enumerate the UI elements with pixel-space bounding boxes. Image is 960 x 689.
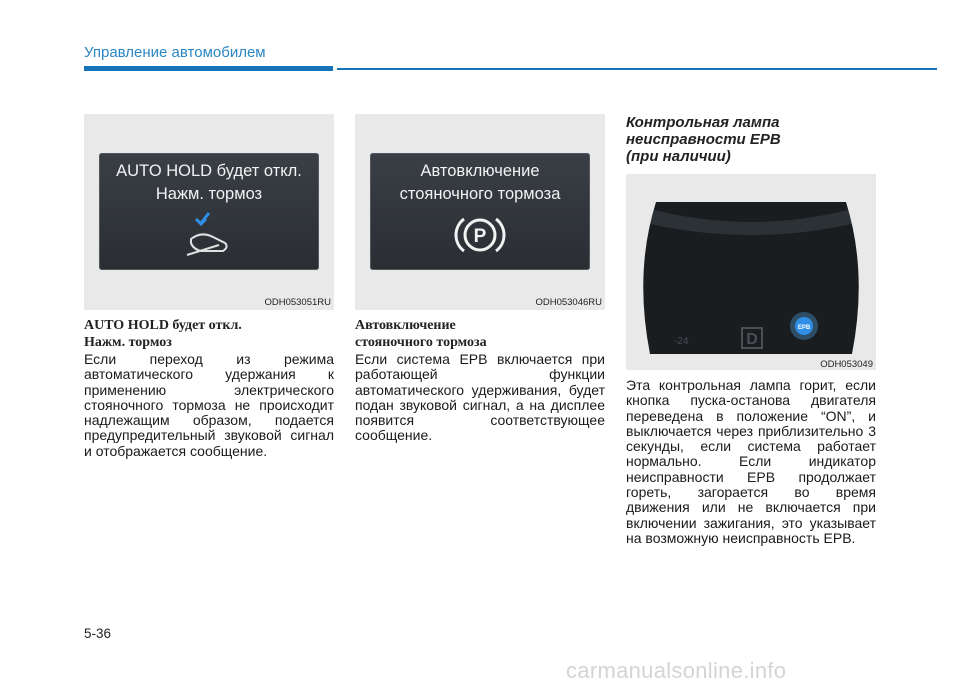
section-header-title: Управление автомобилем	[84, 44, 266, 61]
caption-title-line: AUTO HOLD будет откл.	[84, 318, 242, 333]
screen-message-line2: стояночного тормоза	[399, 185, 561, 203]
section-heading-epb-lamp	[626, 114, 886, 165]
heading-line: Контрольная лампа	[626, 114, 780, 131]
caption-title-line: Автовключение	[355, 318, 456, 333]
caption-title-auto-parking-brake	[355, 317, 605, 351]
screen-message-line1: AUTO HOLD будет откл.	[116, 162, 302, 180]
figure-epb-warning-lamp	[626, 174, 876, 370]
caption-title-auto-hold	[84, 317, 334, 351]
parking-brake-icon	[454, 211, 506, 259]
figure-code: ODH053049	[820, 359, 873, 370]
screen-message-line1: Автовключение	[420, 162, 540, 180]
foot-brake-pedal-icon	[179, 209, 239, 261]
caption-title-line: стояночного тормоза	[355, 335, 487, 350]
figure-code: ODH053051RU	[264, 297, 331, 308]
header-rule-thin	[337, 68, 937, 70]
screen-message-line2: Нажм. тормоз	[155, 185, 263, 203]
outside-temp: -24	[674, 336, 689, 347]
caption-title-line: Нажм. тормоз	[84, 335, 172, 350]
body-paragraph: Если система EPB включается при работающей функции автоматического удерживания, будет подан звуковой сигнал, а на дисплее появится соответствующее сообщение.	[355, 351, 605, 444]
cluster-screen	[370, 153, 590, 270]
svg-text:P: P	[473, 226, 487, 247]
epb-warning-icon: EPB	[797, 325, 811, 331]
figure-auto-hold	[84, 114, 334, 310]
heading-line: (при наличии)	[626, 148, 731, 165]
gear-indicator: D	[746, 331, 758, 348]
header-rule-thick	[84, 66, 333, 71]
heading-line: неисправности EPB	[626, 131, 781, 148]
figure-code: ODH053046RU	[535, 297, 602, 308]
body-paragraph: Если переход из режима автоматического удержания к применению электрического стояночного тормоза не происходит надлежащим образом, подается предупредительный звуковой сигнал и отображается сообщение.	[84, 351, 334, 459]
cluster-screen	[99, 153, 319, 270]
body-paragraph: Эта контрольная лампа горит, если кнопка пуска-останова двигателя переведена в положение “ON”, и выключается через приблизительно 3 секунды, если система работает нормально. Если индикатор неисправности EPB продолжает гореть, загорается во время движения или не включается при включении зажигания, это указывает на возможную неисправность EPB.	[626, 377, 876, 546]
watermark: carmanualsonline.info	[566, 658, 787, 683]
figure-auto-parking-brake	[355, 114, 605, 310]
page-number: 5-36	[84, 626, 112, 641]
instrument-cluster-illustration	[626, 202, 876, 354]
